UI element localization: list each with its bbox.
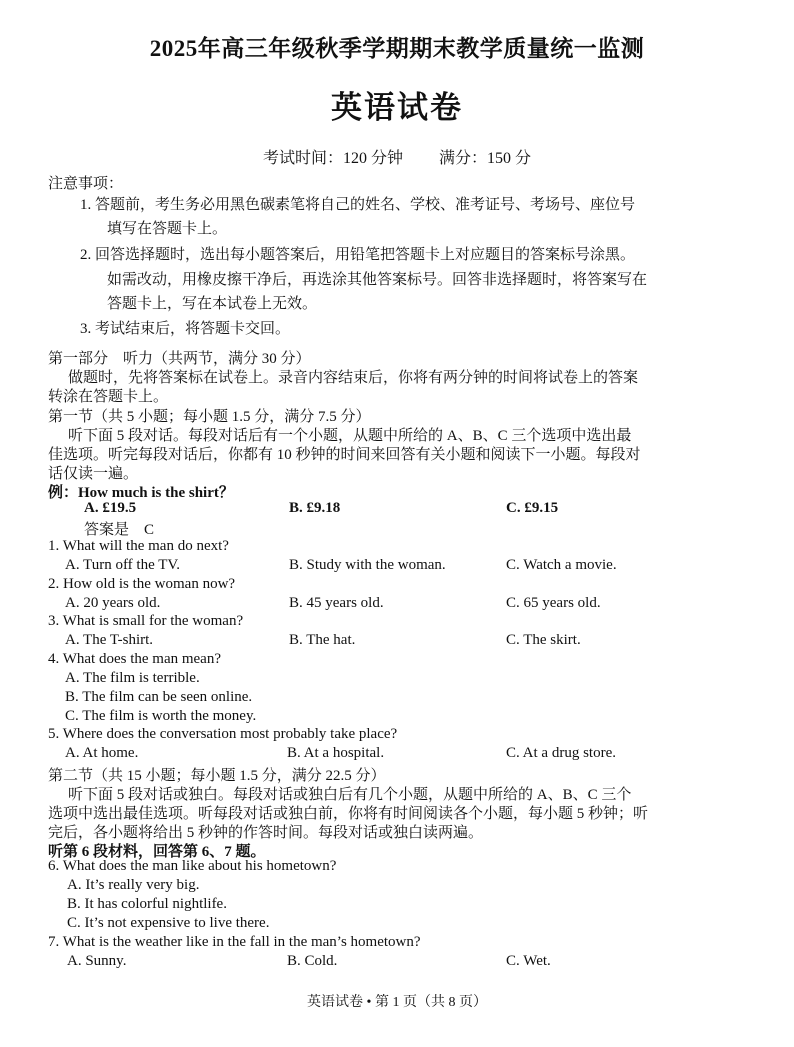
part1-intro-line: 做题时，先将答案标在试卷上。录音内容结束后，你将有两分钟的时间将试卷上的答案 <box>68 370 639 386</box>
section1-intro-line: 佳选项。听完每段对话后，你都有 10 秒钟的时间来回答有关小题和阅读下一小题。每段对 <box>48 447 641 463</box>
option-a: A. Turn off the TV. <box>65 557 181 573</box>
example-answer: 答案是 C <box>84 522 155 538</box>
option-b: B. Study with the woman. <box>289 557 446 573</box>
exam-title: 2025年高三年级秋季学期期末教学质量统一监测 <box>149 36 645 61</box>
section1-title: 第一节（共 5 小题；每小题 1.5 分，满分 7.5 分） <box>48 409 371 425</box>
option-b: B. 45 years old. <box>289 595 384 611</box>
section2-title: 第二节（共 15 小题；每小题 1.5 分，满分 22.5 分） <box>48 768 386 784</box>
exam-meta <box>0 145 794 168</box>
option-a: A. Sunny. <box>67 953 127 969</box>
question-text: 2. How old is the woman now? <box>48 576 236 592</box>
section1-intro-line: 话仅读一遍。 <box>48 466 139 482</box>
question-text: 7. What is the weather like in the fall in the man’s hometown? <box>48 934 421 950</box>
option-c: C. The film is worth the money. <box>65 708 257 724</box>
notice-line: 1. 答题前，考生务必用黑色碳素笔将自己的姓名、学校、准考证号、考场号、座位号 <box>80 197 636 213</box>
question-text: 3. What is small for the woman? <box>48 613 244 629</box>
section2-intro-line: 听下面 5 段对话或独白。每段对话或独白后有几个小题，从题中所给的 A、B、C 三个 <box>68 787 632 803</box>
section2-intro-line: 完后，各小题将给出 5 秒钟的作答时间。每段对话或独白读两遍。 <box>48 825 484 841</box>
option-b: B. It has colorful nightlife. <box>67 896 227 912</box>
notice-line: 如需改动，用橡皮擦干净后，再选涂其他答案标号。回答非选择题时，将答案写在 <box>107 272 648 288</box>
full-score: 满分：150 分 <box>439 150 532 167</box>
option-c: C. It’s not expensive to live there. <box>67 915 270 931</box>
example-option-b: B. £9.18 <box>289 500 341 516</box>
option-a: A. The film is terrible. <box>65 670 200 686</box>
part1-intro-line: 转涂在答题卡上。 <box>48 389 169 405</box>
notice-line: 答题卡上，写在本试卷上无效。 <box>107 296 318 312</box>
option-a: A. The T-shirt. <box>65 632 154 648</box>
option-c: C. The skirt. <box>506 632 581 648</box>
example-question-text: How much is the shirt？ <box>78 485 234 501</box>
notice-line: 填写在答题卡上。 <box>107 221 228 237</box>
option-b: B. The film can be seen online. <box>65 689 253 705</box>
option-b: B. The hat. <box>289 632 356 648</box>
example-option-c: C. £9.15 <box>506 500 559 516</box>
exam-time: 考试时间：120 分钟 <box>262 150 403 167</box>
option-a: A. At home. <box>65 745 139 761</box>
option-b: B. At a hospital. <box>287 745 385 761</box>
option-c: C. Wet. <box>506 953 551 969</box>
option-c: C. 65 years old. <box>506 595 601 611</box>
notice-heading: 注意事项： <box>48 176 124 192</box>
notice-line: 2. 回答选择题时，选出每小题答案后，用铅笔把答题卡上对应题目的答案标号涂黑。 <box>80 247 636 263</box>
notice-line: 3. 考试结束后，将答题卡交回。 <box>80 321 291 337</box>
option-b: B. Cold. <box>287 953 338 969</box>
option-c: C. Watch a movie. <box>506 557 617 573</box>
example-prefix: 例： <box>48 485 79 501</box>
question-text: 5. Where does the conversation most probably take place? <box>48 726 398 742</box>
question-text: 4. What does the man mean? <box>48 651 221 667</box>
section2-intro-line: 选项中选出最佳选项。听每段对话或独白前，你将有时间阅读各个小题，每小题 5 秒钟；听 <box>48 806 649 822</box>
option-a: A. It’s really very big. <box>67 877 200 893</box>
page-footer: 英语试卷 • 第 1 页（共 8 页） <box>307 995 487 1010</box>
part1-title: 第一部分 听力（共两节，满分 30 分） <box>48 351 311 367</box>
option-a: A. 20 years old. <box>65 595 161 611</box>
example-option-a: A. £19.5 <box>84 500 137 516</box>
material-heading: 听第 6 段材料，回答第 6、7 题。 <box>48 844 266 860</box>
question-text: 1. What will the man do next? <box>48 538 229 554</box>
section1-intro-line: 听下面 5 段对话。每段对话后有一个小题，从题中所给的 A、B、C 三个选项中选出最 <box>68 428 632 444</box>
subject-title: 英语试卷 <box>331 90 463 125</box>
question-text: 6. What does the man like about his hometown? <box>48 858 337 874</box>
example-question <box>48 481 234 502</box>
option-c: C. At a drug store. <box>506 745 616 761</box>
